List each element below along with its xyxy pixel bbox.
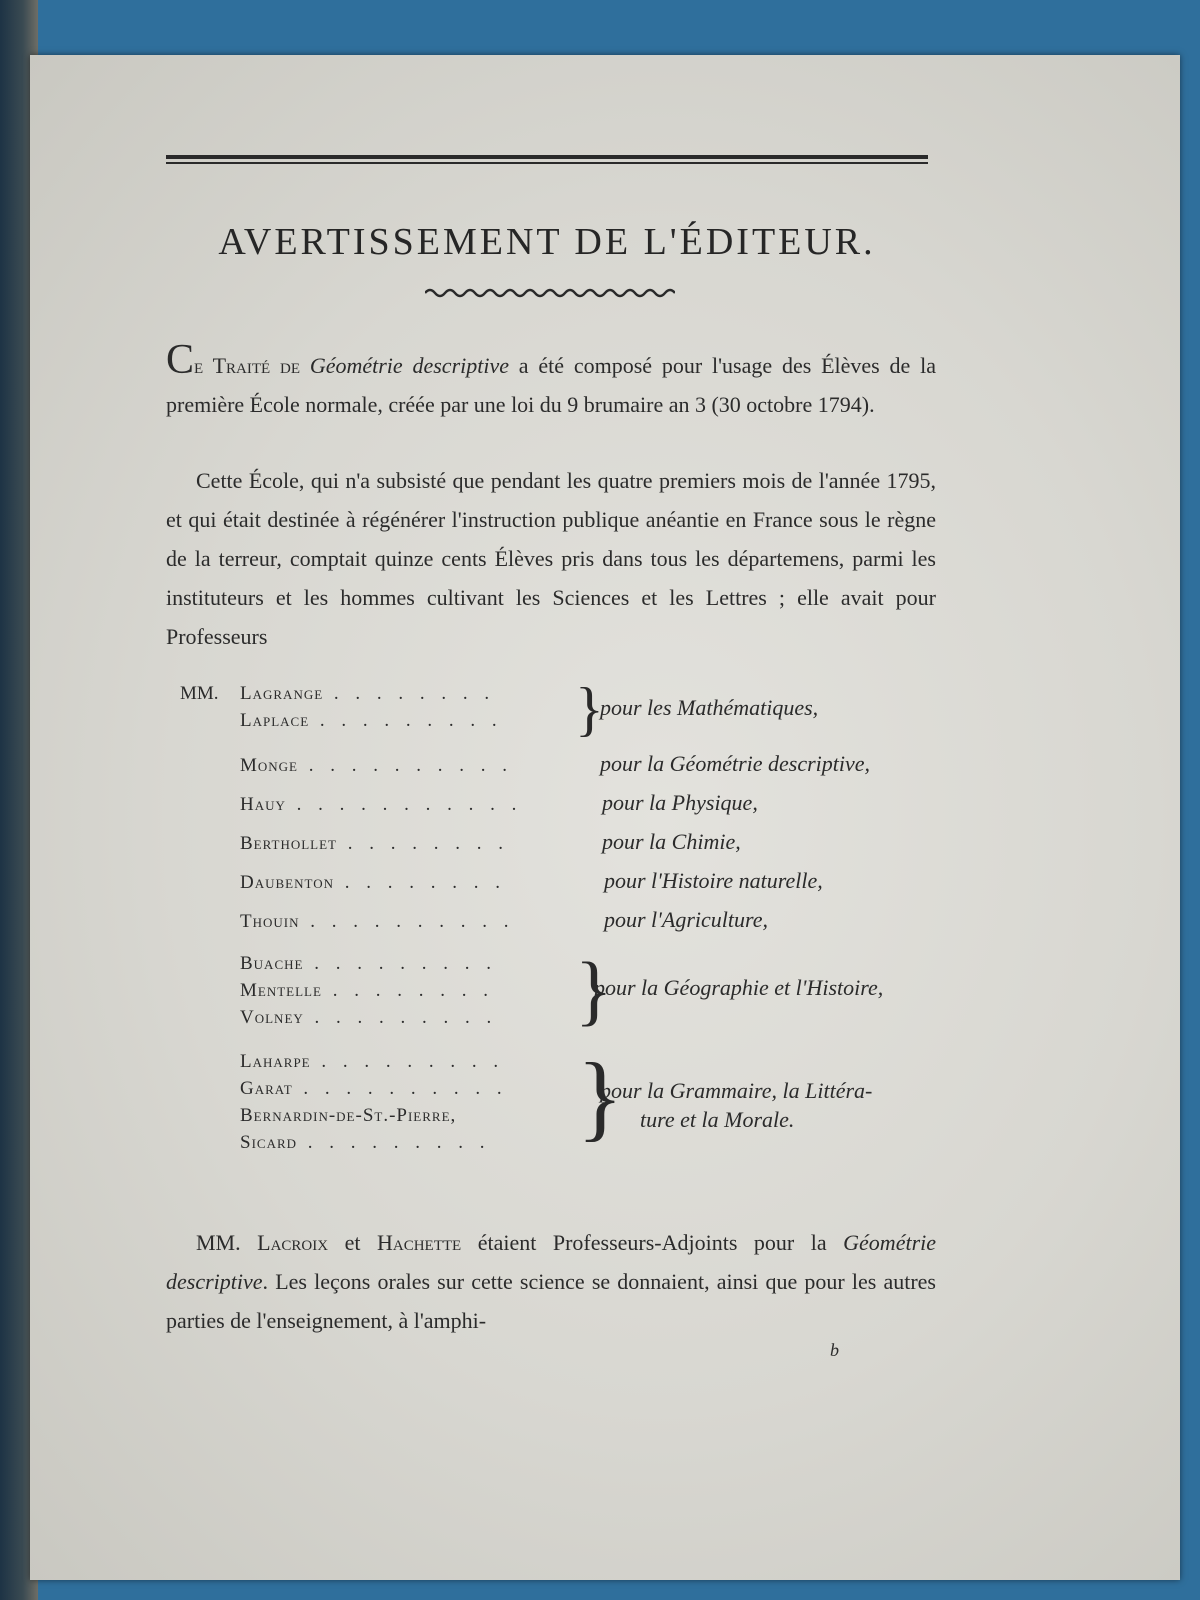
intro-paragraph: Ce Traité de Géométrie descriptive a été composé pour l'usage des Élèves de la première École normale, créée par une loi du 9 brumaire an 3 (30 octobre 1794). <box>166 337 937 417</box>
roster-subject: pour la Grammaire, la Littéra- <box>600 1078 873 1103</box>
brace: } <box>577 1043 624 1150</box>
roster-subject: pour la Chimie, <box>602 829 741 854</box>
ornament-divider <box>425 287 675 299</box>
page-title: AVERTISSEMENT DE L'ÉDITEUR. <box>218 221 876 263</box>
roster-subject: pour les Mathématiques, <box>600 695 819 720</box>
roster-name: Daubenton . . . . . . . . <box>240 872 506 893</box>
roster-name: Thouin . . . . . . . . . . <box>240 911 515 932</box>
roster-name: Mentelle . . . . . . . . <box>240 980 494 1001</box>
roster-name: Laharpe . . . . . . . . . <box>240 1051 505 1072</box>
title-emphasis: Géométrie descriptive <box>309 353 509 378</box>
signature-mark: b <box>830 1340 839 1360</box>
header-double-rule <box>166 155 928 165</box>
brace: } <box>575 946 613 1033</box>
roster-subject: pour l'Agriculture, <box>604 907 768 932</box>
roster-subject: pour la Physique, <box>602 790 758 815</box>
roster-name: Volney . . . . . . . . . <box>240 1007 498 1028</box>
roster-name: Lagrange . . . . . . . . <box>240 683 496 704</box>
roster-subject: pour l'Histoire naturelle, <box>604 868 823 893</box>
roster-name: Monge . . . . . . . . . . <box>240 755 513 776</box>
drop-cap: C <box>166 337 195 383</box>
roster-name: Sicard . . . . . . . . . <box>240 1132 491 1153</box>
roster-name: Berthollet . . . . . . . . <box>240 833 509 854</box>
history-paragraph: Cette École, qui n'a subsisté que pendant les quatre premiers mois de l'année 1795, et qui était destinée à régénérer l'instruction publique anéantie en France sous le règne de la terreur, comptait quinze cents Élèves pris dans tous les départemens, parmi les instituteurs et les hommes cultivant les Sciences et les Lettres ; elle avait pour Professeurs <box>166 468 936 649</box>
roster-name: Hauy . . . . . . . . . . . <box>240 794 523 815</box>
roster-prefix: MM. <box>180 683 219 704</box>
book-page <box>30 55 1180 1580</box>
roster-subject: pour la Géométrie descriptive, <box>600 751 871 776</box>
roster-name: Garat . . . . . . . . . . <box>240 1078 508 1099</box>
roster-name: Laplace . . . . . . . . . <box>240 710 503 731</box>
roster-name: Bernardin-de-St.-Pierre, <box>240 1105 457 1126</box>
closing-paragraph: MM. Lacroix et Hachette étaient Professeurs-Adjoints pour la Géométrie descriptive. Les leçons orales sur cette science se donnaient, ainsi que pour les autres parties de l'enseignement, à l'amphi- <box>166 1230 937 1333</box>
brace: } <box>575 676 604 742</box>
roster-subject: ture et la Morale. <box>640 1107 795 1132</box>
roster-name: Buache . . . . . . . . . <box>240 953 497 974</box>
roster-subject: pour la Géographie et l'Histoire, <box>594 975 884 1000</box>
